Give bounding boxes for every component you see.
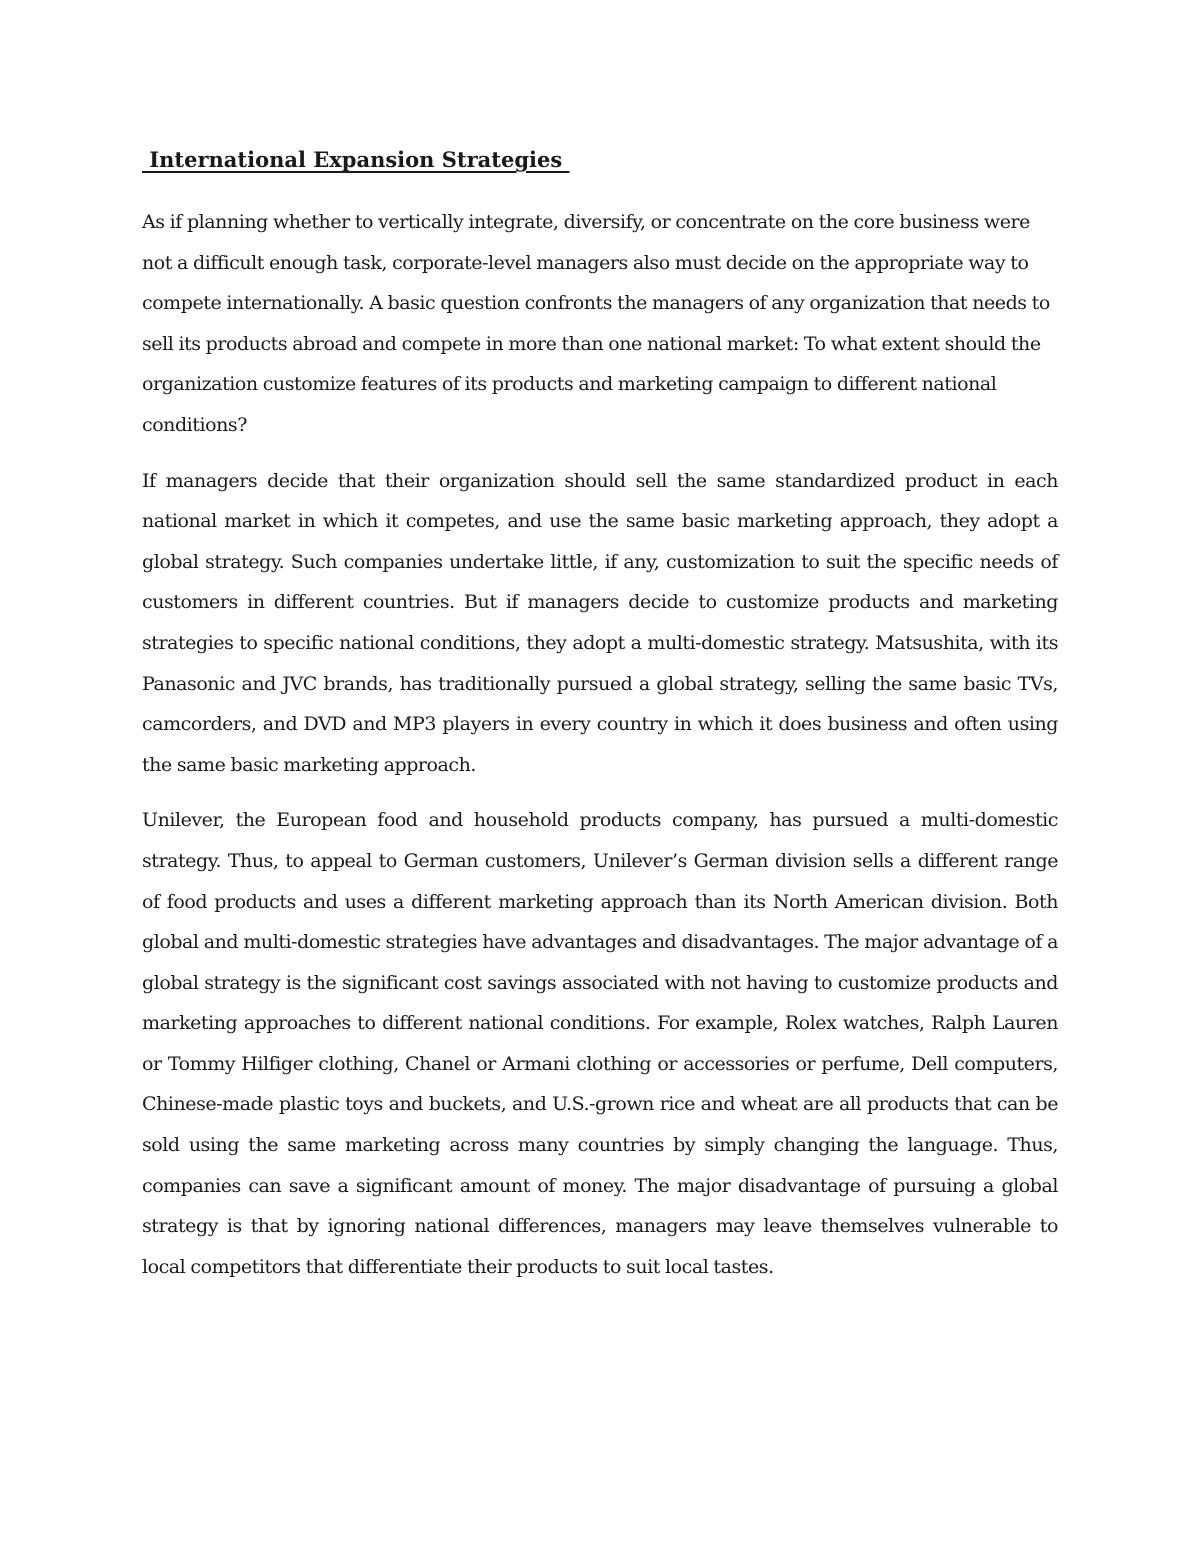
document-title: International Expansion Strategies [142, 147, 570, 172]
paragraph-global-strategy: If managers decide that their organization should sell the same standardized product in each national market in which it competes, and use the same basic marketing approach, they adopt a global strategy. Such companies undertake little, if any, customization to suit the specific needs of customers in different countries. But if managers decide to customize products and marketing strategies to specific national conditions, they adopt a multi-domestic strategy. Matsushita, with its Panasonic and JVC brands, has traditionally pursued a global strategy, selling the same basic TVs, camcorders, and DVD and MP3 players in every country in which it does business and often using the same basic marketing approach. [142, 469, 1058, 776]
paragraph-intro: As if planning whether to vertically integrate, diversify, or concentrate on the core business were not a difficult enough task, corporate-level managers also must decide on the appropriate way to compete internationally. A basic question confronts the managers of any organization that needs to sell its products abroad and compete in more than one national market: To what extent should the organization customize features of its products and marketing campaign to different national conditions? [142, 211, 1050, 436]
paragraph-multi-domestic: Unilever, the European food and household products company, has pursued a multi-domestic strategy. Thus, to appeal to German customers, Unilever’s German division sells a different range of food products and uses a different marketing approach than its North American division. Both global and multi-domestic strategies have advantages and disadvantages. The major advantage of a global strategy is the significant cost savings associated with not having to customize products and marketing approaches to different national conditions. For example, Rolex watches, Ralph Lauren or Tommy Hilfiger clothing, Chanel or Armani clothing or accessories or perfume, Dell computers, Chinese-made plastic toys and buckets, and U.S.-grown rice and wheat are all products that can be sold using the same marketing across many countries by simply changing the language. Thus, companies can save a significant amount of money. The major disadvantage of pursuing a global strategy is that by ignoring national differences, managers may leave themselves vulnerable to local competitors that differentiate their products to suit local tastes. [142, 809, 1058, 1278]
